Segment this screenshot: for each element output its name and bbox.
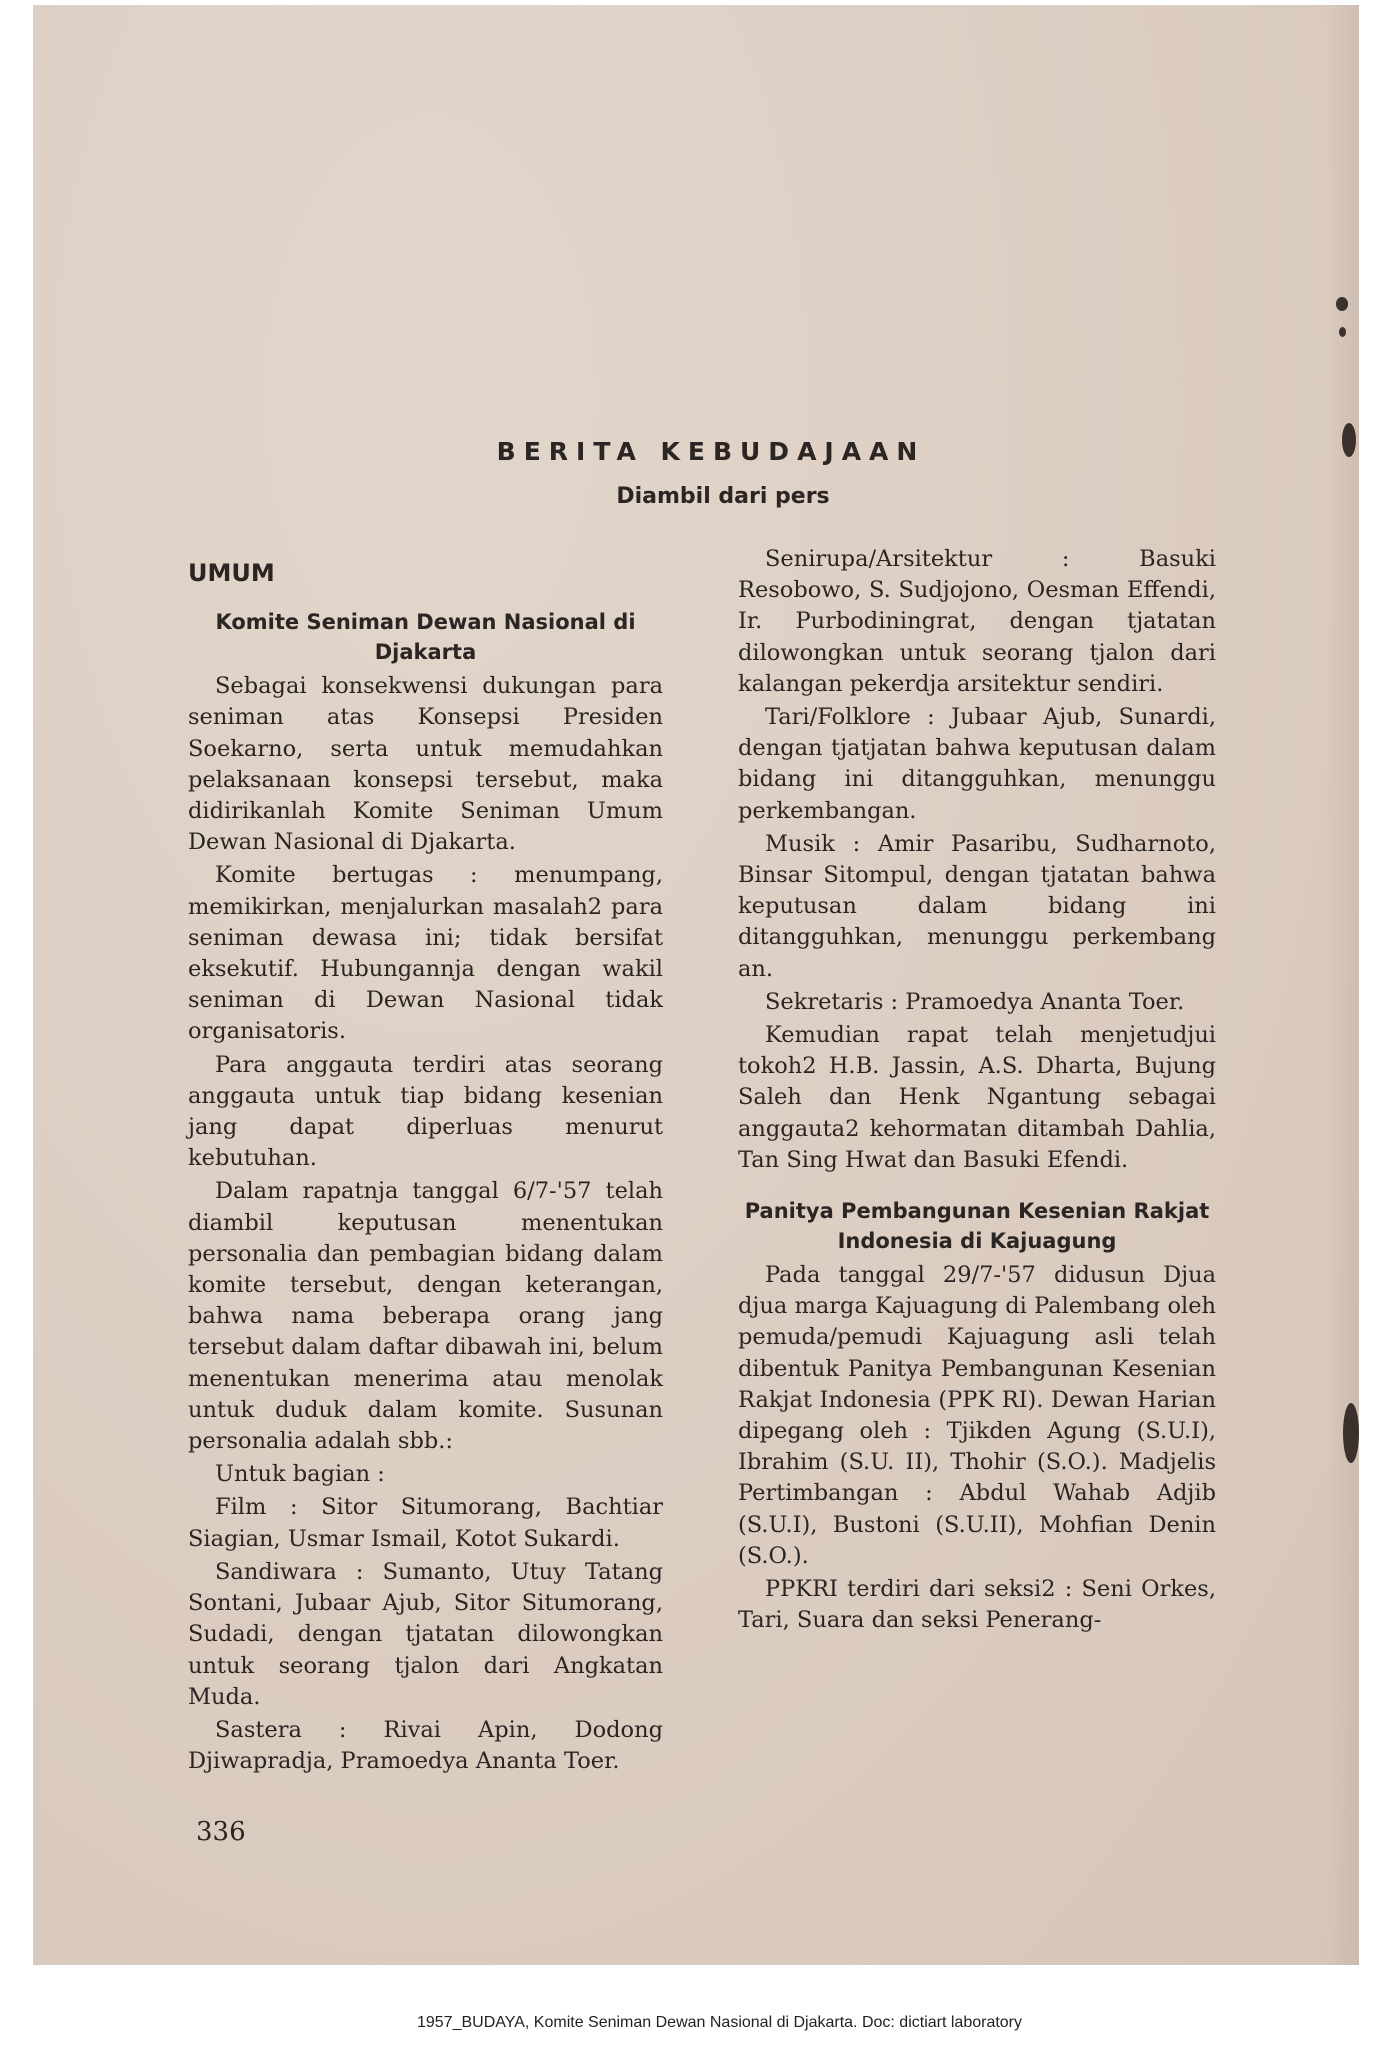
paragraph: Para anggauta terdiri atas seorang anggauta untuk tiap bidang kesenian jang dapat diperluas menurut kebutuhan.: [188, 1051, 663, 1172]
ink-speck: [1336, 297, 1348, 311]
article-title: Panitya Pembangunan Kesenian Rakjat Indonesia di Kajuagung: [744, 1199, 1210, 1254]
paragraph: Komite bertugas : menumpang, memikirkan, menjalurkan masalah2 para seniman dewasa ini; tidak bersifat eksekutif. Hubungannja dengan wakil seniman di Dewan Nasional tidak organisatoris.: [188, 862, 663, 1045]
left-column: [188, 550, 663, 1779]
paragraph: Pada tanggal 29/7-'57 didusun Djua djua marga Kajuagung di Palembang oleh pemuda/pemudi Kajuagung asli telah dibentuk Panitya Pembangunan Kesenian Rakjat Indonesia (PPK RI). Dewan Harian dipegang oleh : Tjikden Agung (S.U.I), Ibrahim (S.U. II), Thohir (S.O.). Madjelis Pertimbangan : Abdul Wahab Adjib (S.U.I), Bustoni (S.U.II), Mohfian Denin (S.O.).: [738, 1262, 1216, 1569]
right-column: [738, 544, 1216, 1639]
paragraph: Sebagai konsekwensi dukungan para seniman atas Konsepsi Presiden Soekarno, serta untuk memudahkan pelaksanaan konsepsi tersebut, maka didirikanlah Komite Seniman Umum Dewan Nasional di Djakarta.: [188, 673, 663, 856]
ink-speck: [1343, 1403, 1359, 1463]
paragraph: PPKRI terdiri dari seksi2 : Seni Orkes, Tari, Suara dan seksi Penerang-: [738, 1576, 1216, 1634]
page-number: 336: [196, 1817, 246, 1847]
paragraph: Sastera : Rivai Apin, Dodong Djiwapradja, Pramoedya Ananta Toer.: [188, 1716, 663, 1775]
paragraph: Sandiwara : Sumanto, Utuy Tatang Sontani, Jubaar Ajub, Sitor Situmorang, Sudadi, dengan tjatatan dilowongkan untuk seorang tjalon dari Angkatan Muda.: [188, 1558, 663, 1710]
page-subtitle: Diambil dari pers: [616, 484, 830, 509]
page-heading: BERITA KEBUDAJAAN: [496, 437, 926, 466]
article-title: Komite Seniman Dewan Nasional di Djakarta: [215, 610, 636, 665]
paragraph: Film : Sitor Situmorang, Bachtiar Siagian, Usmar Ismail, Kotot Sukardi.: [188, 1494, 663, 1552]
paragraph: Tari/Folklore : Jubaar Ajub, Sunardi, dengan tjatjatan bahwa keputusan dalam bidang ini ditangguhkan, menunggu perkembangan.: [738, 704, 1216, 824]
ink-speck: [1339, 327, 1346, 337]
section-title: UMUM: [188, 559, 275, 587]
paragraph: Senirupa/Arsitektur : Basuki Resobowo, S. Sudjojono, Oesman Effendi, Ir. Purbodiningrat, dengan tjatatan dilowongkan untuk seorang tjalon dari kalangan pekerdja arsitektur sendiri.: [738, 546, 1216, 697]
paragraph: Untuk bagian :: [215, 1461, 385, 1488]
document-caption: 1957_BUDAYA, Komite Seniman Dewan Nasional di Djakarta. Doc: dictiart laboratory: [416, 2014, 1023, 2031]
paragraph: Kemudian rapat telah menjetudjui tokoh2 H.B. Jassin, A.S. Dharta, Bujung Saleh dan Henk Ngantung sebagai anggauta2 kehormatan ditambah Dahlia, Tan Sing Hwat dan Basuki Efendi.: [738, 1022, 1216, 1173]
scanned-page: [33, 5, 1359, 1965]
paragraph: Dalam rapatnja tanggal 6/7-'57 telah diambil keputusan menentukan personalia dan pembagian bidang dalam komite tersebut, dengan keterangan, bahwa nama beberapa orang jang tersebut dalam daftar dibawah ini, belum menentukan menerima atau menolak untuk duduk dalam komite. Susunan personalia adalah sbb.:: [188, 1178, 663, 1455]
paragraph: Musik : Amir Pasaribu, Sudharnoto, Binsar Sitompul, dengan tjatatan bahwa keputusan dalam bidang ini ditangguhkan, menunggu perkembang an.: [738, 830, 1216, 982]
paragraph: Sekretaris : Pramoedya Ananta Toer.: [765, 988, 1185, 1015]
